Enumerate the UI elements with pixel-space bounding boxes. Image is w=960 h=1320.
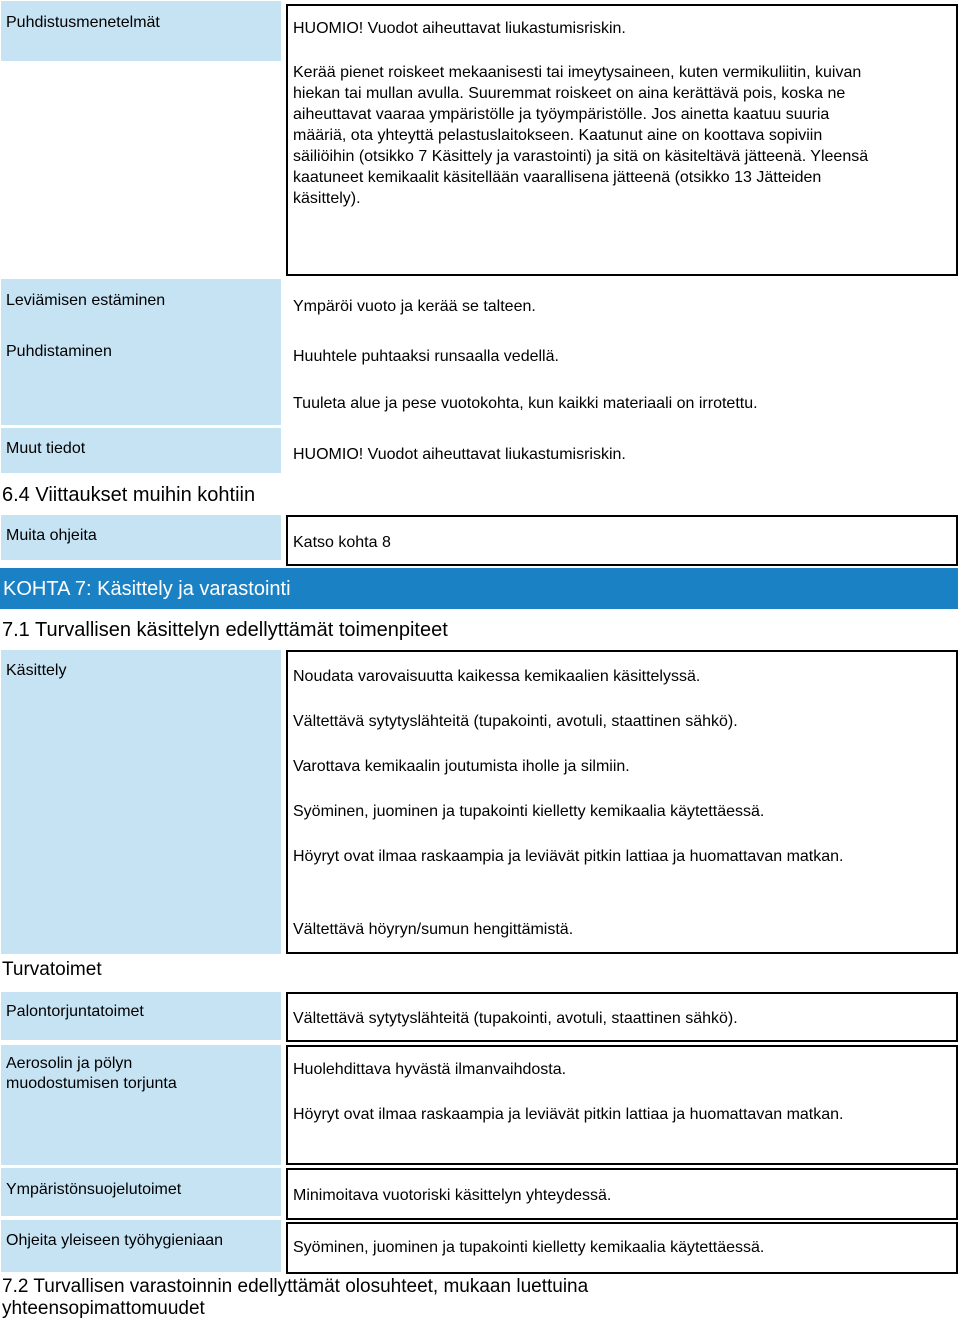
env-text: Minimoitava vuotoriski käsittelyn yhteydessä.: [293, 1187, 612, 1204]
precautions-title: Turvatoimet: [2, 959, 102, 980]
label-fire-prevention: [1, 992, 281, 1040]
label-containment: Leviämisen estäminen: [6, 292, 166, 309]
label-text: Aerosolin ja pölyn muodostumisen torjunta: [6, 1055, 177, 1092]
label-text: Palontorjuntatoimet: [6, 1003, 144, 1020]
aerosol-text-2: Höyryt ovat ilmaa raskaampia ja leviävät pitkin lattiaa ja huomattavan matkan.: [293, 1106, 844, 1123]
section-7-2-title: 7.2 Turvallisen varastoinnin edellyttämät olosuhteet, mukaan luettuina yhteensopimattomuudet: [2, 1276, 589, 1319]
handling-item: Vältettävä sytytyslähteitä (tupakointi, avotuli, staattinen sähkö).: [293, 713, 738, 730]
label-cleaning: Puhdistaminen: [6, 343, 112, 360]
label-hygiene: [1, 1220, 281, 1272]
section-6-4-title: 6.4 Viittaukset muihin kohtiin: [2, 484, 256, 506]
other-info-text: HUOMIO! Vuodot aiheuttavat liukastumisriskin.: [293, 446, 626, 463]
cleanup-line: käsittely).: [293, 190, 361, 207]
hygiene-text: Syöminen, juominen ja tupakointi kielletty kemikaalia käytettäessä.: [293, 1239, 765, 1256]
label-handling: [1, 650, 281, 954]
handling-item: Vältettävä höyryn/sumun hengittämistä.: [293, 921, 574, 938]
label-text: Ympäristönsuojelutoimet: [6, 1181, 182, 1198]
label-text: Ohjeita yleiseen työhygieniaan: [6, 1232, 224, 1249]
fire-text: Vältettävä sytytyslähteitä (tupakointi, avotuli, staattinen sähkö).: [293, 1010, 738, 1027]
cleanup-line: määriä, ota yhteyttä pelastuslaitokseen. Kaatunut aine on koottava sopiviin: [293, 127, 823, 144]
label-text: Muita ohjeita: [6, 527, 97, 544]
label-environment: [1, 1168, 281, 1216]
label-block-containment: [1, 279, 281, 425]
section-7-title: KOHTA 7: Käsittely ja varastointi: [3, 578, 291, 600]
cleanup-line: aiheuttavat vaaraa ympäristölle ja työympäristölle. Jos ainetta kaatuu suuria: [293, 106, 830, 123]
label-other-instructions: [1, 515, 281, 560]
section-7-1-title: 7.1 Turvallisen käsittelyn edellyttämät toimenpiteet: [2, 619, 448, 641]
cleanup-body: [293, 62, 933, 209]
aerosol-text-1: Huolehdittava hyvästä ilmanvaihdosta.: [293, 1061, 567, 1078]
cleanup-line: kaatuneet kemikaalit käsitellään vaarallisena jätteenä (otsikko 13 Jätteiden: [293, 169, 822, 186]
label-other-info: [1, 428, 281, 473]
label-text: Muut tiedot: [6, 440, 86, 457]
cleaning-text-1: Huuhtele puhtaaksi runsaalla vedellä.: [293, 348, 559, 365]
handling-item: Syöminen, juominen ja tupakointi kielletty kemikaalia käytettäessä.: [293, 803, 765, 820]
cleanup-warning: HUOMIO! Vuodot aiheuttavat liukastumisriskin.: [293, 20, 626, 37]
handling-item: Höyryt ovat ilmaa raskaampia ja leviävät pitkin lattiaa ja huomattavan matkan.: [293, 848, 844, 865]
cleaning-text-2: Tuuleta alue ja pese vuotokohta, kun kaikki materiaali on irrotettu.: [293, 395, 758, 412]
handling-item: Noudata varovaisuutta kaikessa kemikaalien käsittelyssä.: [293, 668, 701, 685]
label-text: Käsittely: [6, 662, 67, 679]
section-7-banner: [0, 568, 958, 609]
cleanup-line: hiekan tai mullan avulla. Suuremmat roiskeet on aina kerättävä pois, koska ne: [293, 85, 846, 102]
cleanup-line: säiliöihin (otsikko 7 Käsittely ja varastointi) ja sitä on käsiteltävä jätteenä. Yleensä: [293, 148, 869, 165]
refs-text: Katso kohta 8: [293, 534, 391, 551]
label-text: Puhdistusmenetelmät: [6, 14, 160, 31]
label-aerosol: [1, 1045, 281, 1165]
cleanup-line: Kerää pienet roiskeet mekaanisesti tai imeytysaineen, kuten vermikuliitin, kuivan: [293, 64, 862, 81]
label-cleanup-methods: [1, 1, 281, 61]
handling-item: Varottava kemikaalin joutumista iholle ja silmiin.: [293, 758, 630, 775]
containment-text: Ympäröi vuoto ja kerää se talteen.: [293, 298, 536, 315]
